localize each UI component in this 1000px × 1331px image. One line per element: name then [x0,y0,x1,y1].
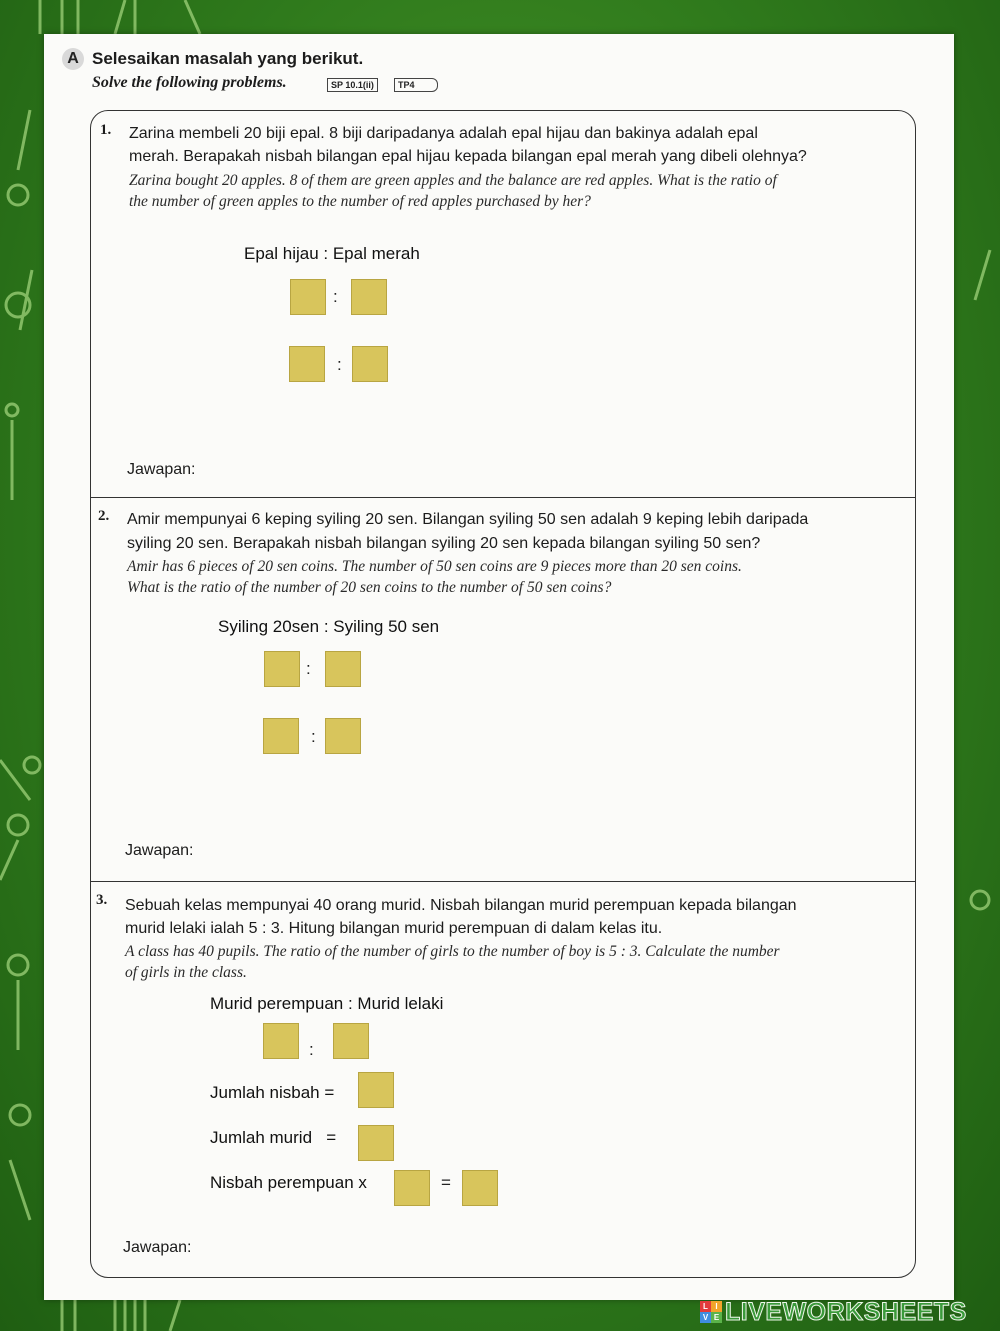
question-text-english: Zarina bought 20 apples. 8 of them are green apples and the balance are red apples. What is the ratio of [129,172,777,189]
answer-box[interactable] [351,279,387,315]
answer-box[interactable] [289,346,325,382]
answer-label: Jawapan: [123,1239,192,1256]
answer-box[interactable] [325,718,361,754]
answer-box[interactable] [263,718,299,754]
question-number: 1. [100,122,112,138]
liveworksheets-logo[interactable] [700,1297,967,1326]
answer-box[interactable] [333,1023,369,1059]
answer-label: Jawapan: [125,842,194,859]
answer-box[interactable] [358,1125,394,1161]
question-text-malay: merah. Berapakah nisbah bilangan epal hijau kepada bilangan epal merah yang dibeli olehnya? [129,148,807,165]
ratio-label: Epal hijau : Epal merah [244,244,420,263]
ratio-label: Murid perempuan : Murid lelaki [210,994,444,1013]
logo-letter: V [700,1312,711,1323]
ratio-colon: : [309,1040,314,1059]
girls-ratio-label: Nisbah perempuan x [210,1173,367,1192]
logo-letter: E [711,1312,722,1323]
question-text-english: Amir has 6 pieces of 20 sen coins. The number of 50 sen coins are 9 pieces more than 20 sen coins. [127,558,742,575]
answer-box[interactable] [325,651,361,687]
answer-box[interactable] [264,651,300,687]
logo-letter: L [700,1301,711,1312]
question-text-english: of girls in the class. [125,964,247,981]
ratio-colon: : [311,727,316,746]
logo-text: LIVEWORKSHEETS [725,1297,967,1326]
question-text-malay: Amir mempunyai 6 keping syiling 20 sen. Bilangan syiling 50 sen adalah 9 keping lebih daripada [127,511,809,528]
question-text-english: the number of green apples to the number of red apples purchased by her? [129,193,591,210]
question-text-malay: Zarina membeli 20 biji epal. 8 biji daripadanya adalah epal hijau dan bakinya adalah epal [129,125,758,142]
answer-label: Jawapan: [127,461,196,478]
answer-box[interactable] [394,1170,430,1206]
level-tag: TP4 [394,78,438,92]
section-badge: A [62,48,84,70]
answer-box[interactable] [290,279,326,315]
question-number: 2. [98,508,110,524]
question-text-malay: murid lelaki ialah 5 : 3. Hitung bilangan murid perempuan di dalam kelas itu. [125,920,663,937]
question-divider [90,881,916,882]
logo-mark-icon [700,1301,722,1323]
equals-sign: = [441,1173,451,1192]
ratio-colon: : [337,355,342,374]
answer-box[interactable] [358,1072,394,1108]
question-text-malay: Sebuah kelas mempunyai 40 orang murid. Nisbah bilangan murid perempuan kepada bilangan [125,897,797,914]
question-text-malay: syiling 20 sen. Berapakah nisbah bilangan syiling 20 sen kepada bilangan syiling 50 sen? [127,535,761,552]
total-pupils-label: Jumlah murid = [210,1128,337,1147]
answer-box[interactable] [352,346,388,382]
question-divider [90,497,916,498]
answer-box[interactable] [462,1170,498,1206]
question-text-english: A class has 40 pupils. The ratio of the number of girls to the number of boy is 5 : 3. Calculate the number [125,943,780,960]
answer-box[interactable] [263,1023,299,1059]
worksheet-page [44,34,954,1300]
standard-tag: SP 10.1(ii) [327,78,378,92]
ratio-label: Syiling 20sen : Syiling 50 sen [218,617,440,636]
question-text-english: What is the ratio of the number of 20 sen coins to the number of 50 sen coins? [127,579,612,596]
question-number: 3. [96,892,108,908]
instruction-english: Solve the following problems. [92,74,287,91]
logo-letter: I [711,1301,722,1312]
ratio-colon: : [333,287,338,306]
ratio-colon: : [306,659,311,678]
sum-ratio-label: Jumlah nisbah = [210,1083,335,1102]
instruction-malay: Selesaikan masalah yang berikut. [92,49,364,68]
